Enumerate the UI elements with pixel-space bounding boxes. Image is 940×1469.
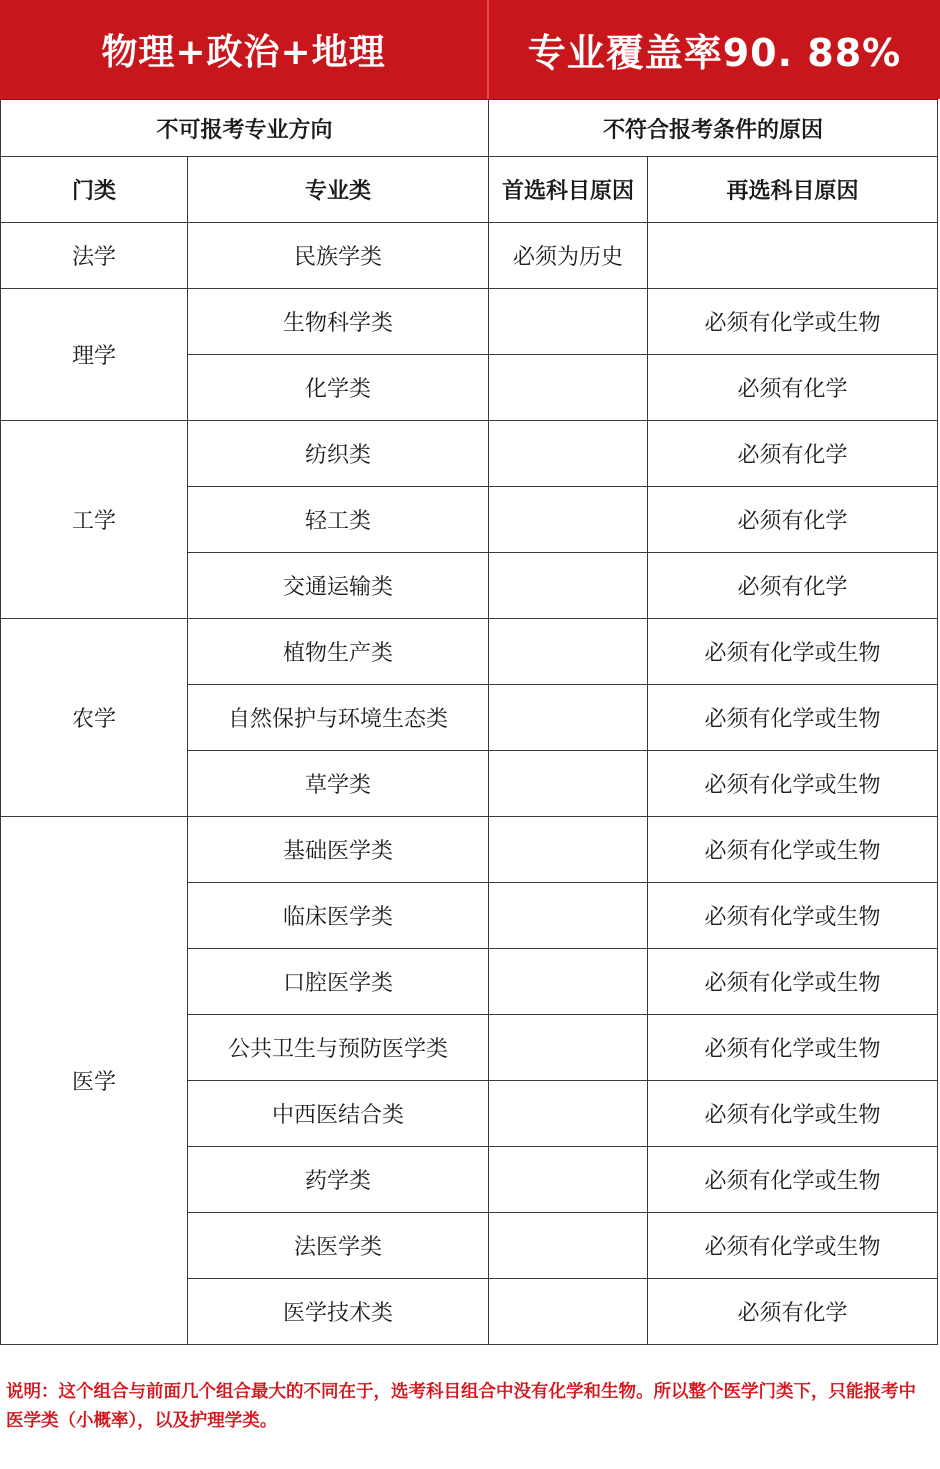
major-cell: 医学技术类	[188, 1279, 489, 1345]
major-cell: 交通运输类	[188, 553, 489, 619]
category-cell: 理学	[1, 289, 188, 421]
table-row	[1, 223, 938, 289]
first-reason-cell	[489, 1213, 648, 1279]
explanation-note: 说明：这个组合与前面几个组合最大的不同在于，选考科目组合中没有化学和生物。所以整个医学门类下，只能报考中医学类（小概率），以及护理学类。	[6, 1382, 916, 1431]
major-cell: 公共卫生与预防医学类	[188, 1015, 489, 1081]
second-reason-cell: 必须有化学或生物	[648, 1081, 938, 1147]
category-cell: 工学	[1, 421, 188, 619]
major-cell: 植物生产类	[188, 619, 489, 685]
first-reason-cell	[489, 817, 648, 883]
major-cell: 化学类	[188, 355, 489, 421]
first-reason-cell	[489, 883, 648, 949]
second-reason-cell: 必须有化学	[648, 355, 938, 421]
major-cell: 纺织类	[188, 421, 489, 487]
first-reason-cell	[489, 619, 648, 685]
major-cell: 草学类	[188, 751, 489, 817]
first-reason-cell	[489, 355, 648, 421]
column-header-first-reason: 首选科目原因	[489, 157, 648, 223]
second-reason-cell: 必须有化学或生物	[648, 1015, 938, 1081]
second-reason-cell	[648, 223, 938, 289]
first-reason-cell	[489, 421, 648, 487]
first-reason-cell	[489, 685, 648, 751]
first-reason-cell	[489, 1279, 648, 1345]
coverage-title: 专业覆盖率90. 88%	[527, 31, 902, 75]
first-reason-cell	[489, 1015, 648, 1081]
column-header-second-reason: 再选科目原因	[648, 157, 938, 223]
title-banner	[0, 0, 940, 99]
second-reason-cell: 必须有化学或生物	[648, 883, 938, 949]
second-reason-cell: 必须有化学或生物	[648, 685, 938, 751]
first-reason-cell	[489, 949, 648, 1015]
first-reason-cell	[489, 553, 648, 619]
first-reason-cell: 必须为历史	[489, 223, 648, 289]
table-row	[1, 619, 938, 685]
second-reason-cell: 必须有化学或生物	[648, 949, 938, 1015]
first-reason-cell	[489, 1147, 648, 1213]
major-cell: 基础医学类	[188, 817, 489, 883]
first-reason-cell	[489, 751, 648, 817]
section-header-right: 不符合报考条件的原因	[489, 100, 938, 157]
major-cell: 自然保护与环境生态类	[188, 685, 489, 751]
category-cell: 农学	[1, 619, 188, 817]
category-cell: 法学	[1, 223, 188, 289]
second-reason-cell: 必须有化学或生物	[648, 817, 938, 883]
table-row	[1, 421, 938, 487]
major-cell: 中西医结合类	[188, 1081, 489, 1147]
second-reason-cell: 必须有化学	[648, 487, 938, 553]
major-cell: 民族学类	[188, 223, 489, 289]
major-cell: 法医学类	[188, 1213, 489, 1279]
first-reason-cell	[489, 1081, 648, 1147]
second-reason-cell: 必须有化学或生物	[648, 1213, 938, 1279]
major-cell: 口腔医学类	[188, 949, 489, 1015]
major-cell: 药学类	[188, 1147, 489, 1213]
section-header-left: 不可报考专业方向	[1, 100, 489, 157]
first-reason-cell	[489, 289, 648, 355]
first-reason-cell	[489, 487, 648, 553]
second-reason-cell: 必须有化学或生物	[648, 289, 938, 355]
restriction-table	[0, 99, 938, 1345]
section-header-row	[1, 100, 938, 157]
column-header-row	[1, 157, 938, 223]
second-reason-cell: 必须有化学或生物	[648, 619, 938, 685]
second-reason-cell: 必须有化学	[648, 421, 938, 487]
combination-title: 物理+政治+地理	[101, 32, 386, 73]
column-header-category: 门类	[1, 157, 188, 223]
major-cell: 临床医学类	[188, 883, 489, 949]
column-header-major: 专业类	[188, 157, 489, 223]
second-reason-cell: 必须有化学	[648, 1279, 938, 1345]
second-reason-cell: 必须有化学	[648, 553, 938, 619]
table-row	[1, 817, 938, 883]
major-cell: 生物科学类	[188, 289, 489, 355]
category-cell: 医学	[1, 817, 188, 1345]
second-reason-cell: 必须有化学或生物	[648, 1147, 938, 1213]
table-row	[1, 289, 938, 355]
major-cell: 轻工类	[188, 487, 489, 553]
second-reason-cell: 必须有化学或生物	[648, 751, 938, 817]
